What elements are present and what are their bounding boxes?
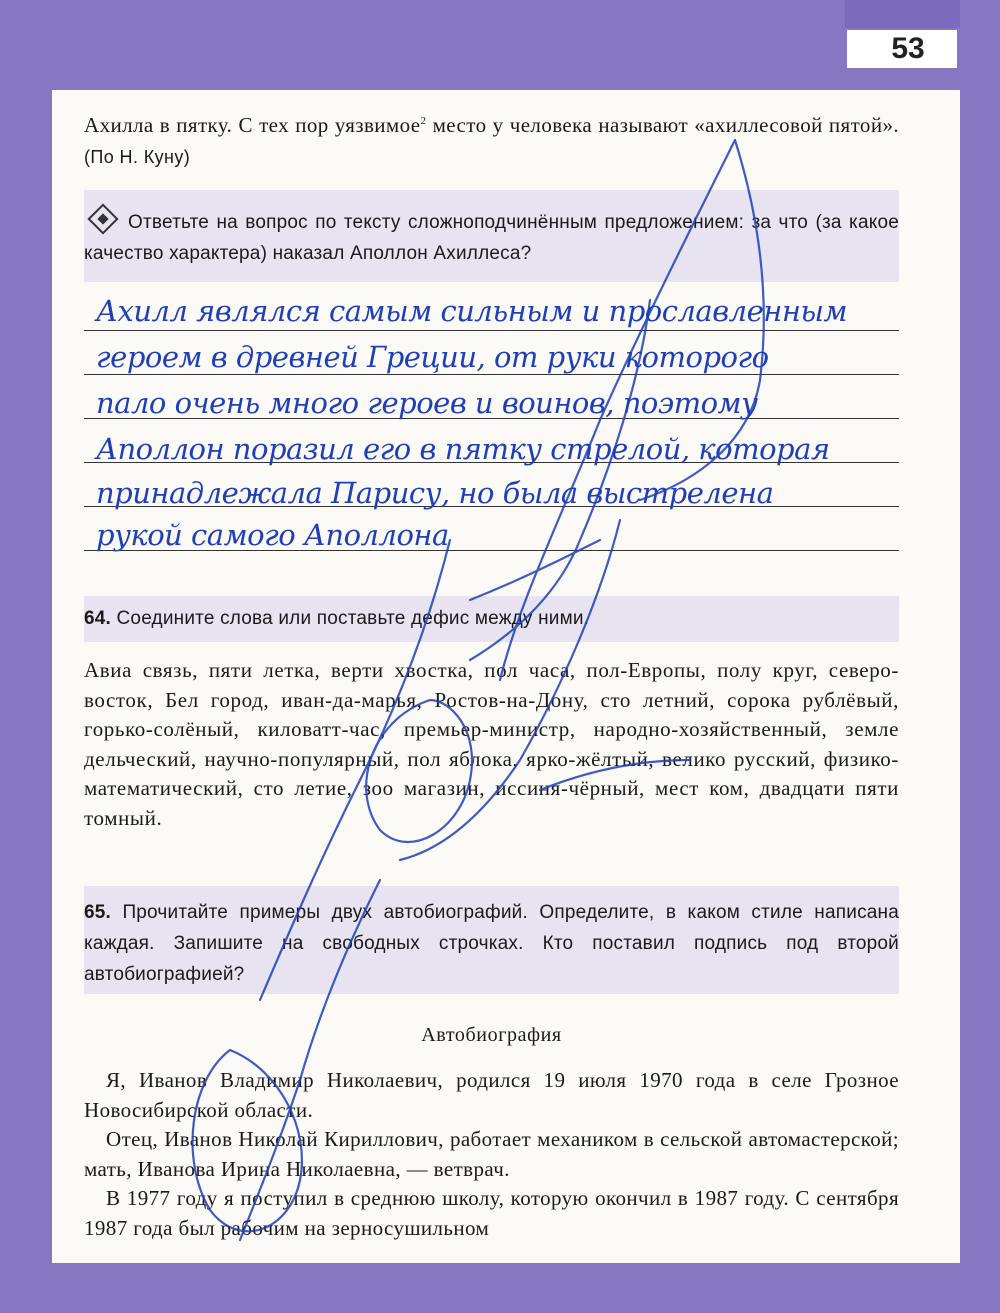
right-margin-band bbox=[960, 0, 1000, 1313]
diamond-icon bbox=[87, 203, 118, 234]
exercise-64-words: Авиа связь, пяти летка, верти хвостка, пол часа, пол-Европы, полу круг, северо-восток, Бел город, иван-да-марья, Ростов-на-Дону, сто летний, сорока рублёвый, горько-солёный, киловатт-час, премьер-министр, народно-хозяйственный, земле дельческий, научно-популярный, пол яблока, ярко-жёлтый, велико русский, физико-математический, сто летие, зоо магазин, иссиня-чёрный, мест ком, двадцати пяти томный. bbox=[84, 658, 899, 830]
handwritten-line: Аполлон поразил его в пятку стрелой, которая bbox=[96, 432, 830, 466]
left-margin-band bbox=[0, 0, 52, 1313]
exercise-65-heading bbox=[84, 897, 899, 990]
intro-source: (По Н. Куну) bbox=[84, 147, 191, 167]
answer-line bbox=[84, 374, 899, 375]
handwritten-line: героем в древней Греции, от руки которого bbox=[96, 340, 769, 374]
footnote-mark: 2 bbox=[420, 115, 427, 127]
exercise-64-instruction: Соедините слова или поставьте дефис между ними. bbox=[116, 608, 590, 629]
intro-paragraph bbox=[84, 106, 899, 173]
intro-text-a: Ахилла в пятку. С тех пор уязвимое bbox=[84, 113, 421, 137]
question-text: Ответьте на вопрос по тексту сложноподчинённым предложением: за что (за какое качество характера) наказал Аполлон Ахиллеса? bbox=[84, 212, 899, 264]
autobiography-title: Автобиография bbox=[421, 1024, 562, 1046]
handwritten-line: рукой самого Аполлона bbox=[96, 518, 449, 552]
intro-text-b: место у человека называют «ахиллесовой пятой». bbox=[426, 113, 900, 137]
exercise-64-number: 64. bbox=[84, 608, 112, 629]
page-number: 53 bbox=[891, 32, 925, 65]
question-text-block bbox=[84, 207, 899, 269]
exercise-65-number: 65. bbox=[84, 902, 112, 923]
autobiography-paragraph: Отец, Иванов Николай Кириллович, работает механиком в сельской автомастерской; мать, Иванова Ирина Николаевна, — ветврач. bbox=[84, 1127, 899, 1181]
autobiography-body bbox=[84, 1066, 899, 1243]
handwritten-line: принадлежала Парису, но была выстрелена bbox=[96, 476, 774, 510]
bottom-margin-band bbox=[0, 1263, 1000, 1313]
handwritten-line: Ахилл являлся самым сильным и прославленным bbox=[96, 294, 848, 328]
handwritten-line: пало очень много героев и воинов, поэтому bbox=[96, 386, 758, 420]
autobiography-paragraph: В 1977 году я поступил в среднюю школу, которую окончил в 1987 году. С сентября 1987 года был рабочим на зерносушильном bbox=[84, 1186, 899, 1240]
exercise-65-instruction: Прочитайте примеры двух автобиографий. Определите, в каком стиле написана каждая. Запишите на свободных строчках. Кто поставил подпись под второй автобиографией? bbox=[84, 902, 899, 985]
autobiography-paragraph: Я, Иванов Владимир Николаевич, родился 19 июля 1970 года в селе Грозное Новосибирской области. bbox=[84, 1068, 899, 1122]
exercise-64-heading bbox=[84, 603, 899, 634]
answer-line bbox=[84, 330, 899, 331]
